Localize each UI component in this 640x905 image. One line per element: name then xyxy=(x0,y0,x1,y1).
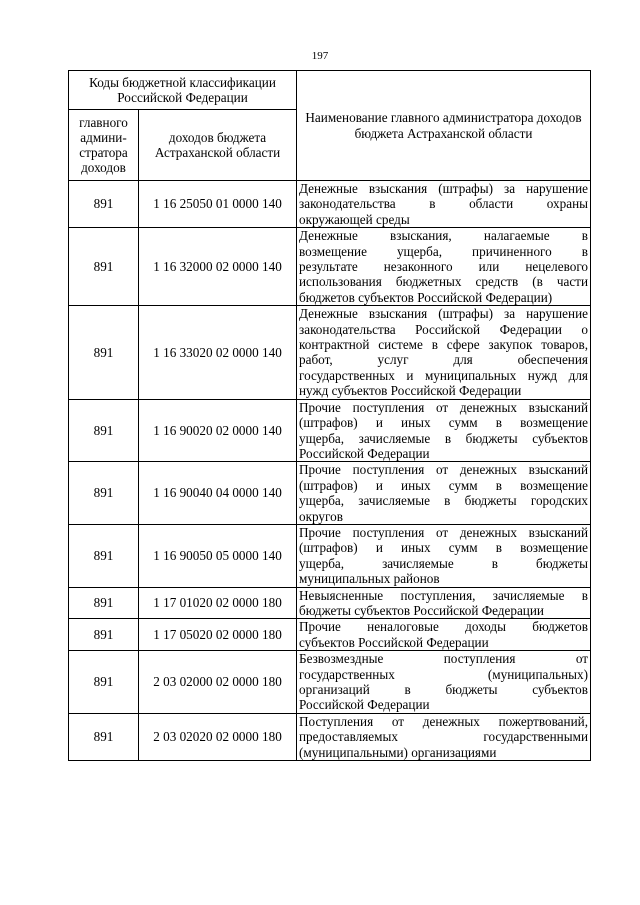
table-row xyxy=(69,181,591,228)
income-name-line: предоставляемых государственными xyxy=(299,729,588,745)
budget-classification-table xyxy=(68,70,591,761)
page-number: 197 xyxy=(311,50,329,62)
income-name-line: ущерба, зачисляемые в бюджеты городских xyxy=(299,493,588,509)
income-name-line: окружающей среды xyxy=(299,211,410,227)
income-code-cell: 1 16 90040 04 0000 140 xyxy=(139,462,297,525)
table-row xyxy=(69,399,591,462)
header-budget-income: доходов бюджета Астраханской области xyxy=(139,110,297,181)
income-name-line: государственных и муниципальных нужд для xyxy=(299,367,588,383)
table-row xyxy=(69,524,591,587)
income-name-line: возмещение ущерба, причиненного в xyxy=(299,243,588,259)
income-name-line: контрактной системе в сфере закупок товаров, xyxy=(299,337,588,353)
income-name-line: Безвозмездные поступления от xyxy=(299,651,588,667)
admin-code-cell: 891 xyxy=(69,228,139,306)
income-name-line: законодательства Российской Федерации о xyxy=(299,321,588,337)
income-name-cell xyxy=(297,713,591,760)
table-row xyxy=(69,587,591,619)
income-code-cell: 2 03 02020 02 0000 180 xyxy=(139,713,297,760)
table-row xyxy=(69,306,591,399)
income-name-line: Денежные взыскания, налагаемые в xyxy=(299,228,588,244)
income-name-line: Невыясненные поступления, зачисляемые в xyxy=(299,587,588,603)
table-body xyxy=(69,181,591,761)
income-name-line: (штрафов) и иных сумм в возмещение xyxy=(299,415,588,431)
income-name-line: ущерба, зачисляемые в бюджеты субъектов xyxy=(299,430,588,446)
header-administrator-name: Наименование главного администратора доходов бюджета Астраханской области xyxy=(297,71,591,181)
income-name-cell xyxy=(297,587,591,619)
income-name-cell xyxy=(297,462,591,525)
income-name-line: (штрафов) и иных сумм в возмещение xyxy=(299,540,588,556)
admin-code-cell: 891 xyxy=(69,713,139,760)
income-code-cell: 2 03 02000 02 0000 180 xyxy=(139,651,297,714)
income-name-line: (штрафов) и иных сумм в возмещение xyxy=(299,477,588,493)
income-name-line: Поступления от денежных пожертвований, xyxy=(299,713,588,729)
income-name-cell xyxy=(297,399,591,462)
income-code-cell: 1 16 90050 05 0000 140 xyxy=(139,524,297,587)
income-name-cell xyxy=(297,228,591,306)
table-row xyxy=(69,228,591,306)
income-name-line: Российской Федерации xyxy=(299,697,430,713)
header-chief-administrator: главного админи-стратора доходов xyxy=(69,110,139,181)
admin-code-cell: 891 xyxy=(69,524,139,587)
income-code-cell: 1 16 33020 02 0000 140 xyxy=(139,306,297,399)
income-name-line: Прочие поступления от денежных взысканий xyxy=(299,462,588,478)
income-name-line: муниципальных районов xyxy=(299,571,440,587)
income-name-line: субъектов Российской Федерации xyxy=(299,634,489,650)
income-name-line: ущерба, зачисляемые в бюджеты xyxy=(299,555,588,571)
income-name-line: нужд субъектов Российской Федерации xyxy=(299,383,522,399)
income-name-cell xyxy=(297,524,591,587)
table-row xyxy=(69,651,591,714)
header-classification-codes: Коды бюджетной классификации Российской Федерации xyxy=(69,71,297,110)
income-name-line: результате незаконного или нецелевого xyxy=(299,259,588,275)
income-name-line: законодательства в области охраны xyxy=(299,196,588,212)
income-name-cell xyxy=(297,651,591,714)
admin-code-cell: 891 xyxy=(69,462,139,525)
income-name-line: (муниципальными) организациями xyxy=(299,744,497,760)
income-name-line: Российской Федерации xyxy=(299,445,430,461)
admin-code-cell: 891 xyxy=(69,399,139,462)
admin-code-cell: 891 xyxy=(69,587,139,619)
income-code-cell: 1 16 25050 01 0000 140 xyxy=(139,181,297,228)
income-code-cell: 1 16 90020 02 0000 140 xyxy=(139,399,297,462)
table-row xyxy=(69,462,591,525)
income-name-cell xyxy=(297,306,591,399)
income-name-line: Денежные взыскания (штрафы) за нарушение xyxy=(299,306,588,322)
income-code-cell: 1 17 01020 02 0000 180 xyxy=(139,587,297,619)
admin-code-cell: 891 xyxy=(69,181,139,228)
income-code-cell: 1 17 05020 02 0000 180 xyxy=(139,619,297,651)
table-row xyxy=(69,619,591,651)
income-name-line: Денежные взыскания (штрафы) за нарушение xyxy=(299,181,588,196)
income-code-cell: 1 16 32000 02 0000 140 xyxy=(139,228,297,306)
income-name-line: Прочие поступления от денежных взысканий xyxy=(299,524,588,540)
income-name-line: Прочие неналоговые доходы бюджетов xyxy=(299,619,588,635)
income-name-line: бюджетов субъектов Российской Федерации) xyxy=(299,289,553,305)
income-name-line: организаций в бюджеты субъектов xyxy=(299,682,588,697)
income-name-line: использования бюджетных средств (в части xyxy=(299,274,588,290)
income-name-line: бюджеты субъектов Российской Федерации xyxy=(299,602,544,618)
admin-code-cell: 891 xyxy=(69,651,139,714)
income-name-cell xyxy=(297,619,591,651)
income-name-line: округов xyxy=(299,508,343,524)
admin-code-cell: 891 xyxy=(69,619,139,651)
income-name-line: Прочие поступления от денежных взысканий xyxy=(299,399,588,415)
income-name-line: государственных (муниципальных) xyxy=(299,666,588,682)
income-name-cell xyxy=(297,181,591,228)
income-name-line: работ, услуг для обеспечения xyxy=(299,352,588,368)
table-row xyxy=(69,713,591,760)
admin-code-cell: 891 xyxy=(69,306,139,399)
